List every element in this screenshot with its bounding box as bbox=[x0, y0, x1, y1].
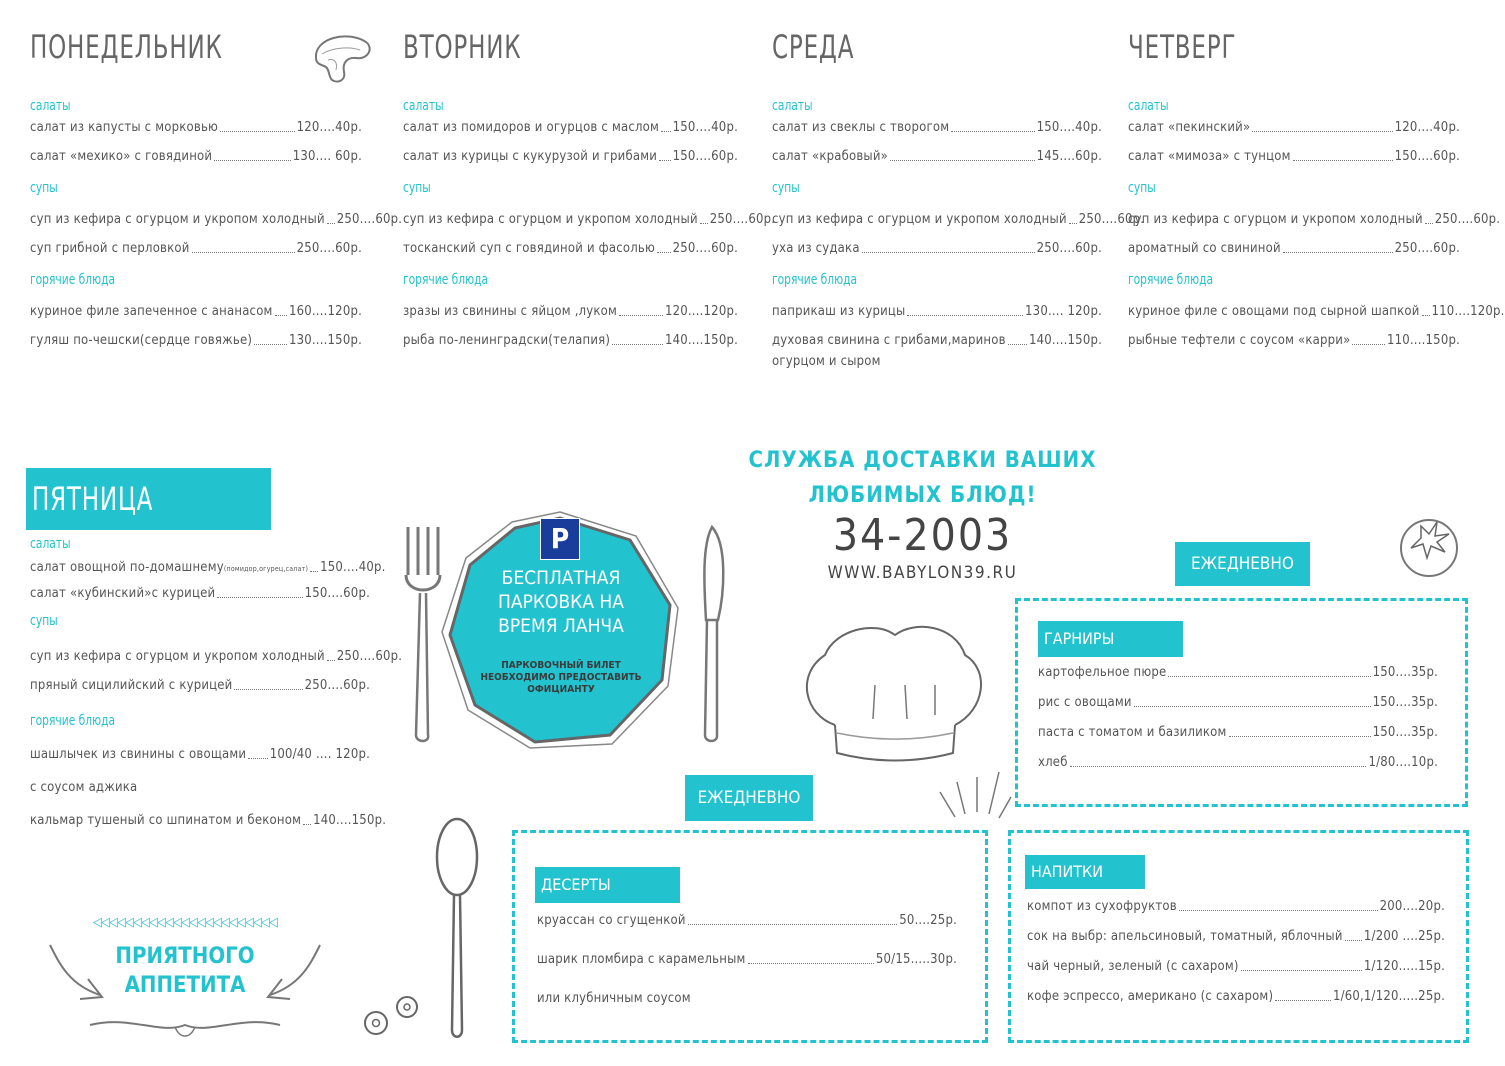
friday-salad-2 bbox=[30, 586, 370, 601]
day-column bbox=[1128, 28, 1505, 364]
menu-item bbox=[30, 241, 362, 256]
item-price: 140....150р. bbox=[1028, 333, 1102, 348]
item-price: 120....40р. bbox=[296, 120, 362, 135]
garnish-title: ГАРНИРЫ bbox=[1044, 629, 1115, 648]
category-label: супы bbox=[403, 180, 431, 196]
item-price: 150....35р. bbox=[1372, 725, 1438, 740]
appetite-line-2: АППЕТИТА bbox=[124, 973, 246, 998]
item-price: 250....60р. bbox=[304, 678, 370, 693]
friday-soups-label: супы bbox=[30, 613, 58, 629]
drink-item bbox=[1027, 899, 1445, 914]
item-price: 110....150р. bbox=[1386, 333, 1460, 348]
day-column bbox=[403, 28, 776, 364]
friday-title: ПЯТНИЦА bbox=[32, 480, 154, 518]
friday-salads-label: салаты bbox=[30, 536, 71, 552]
menu-item bbox=[30, 149, 362, 164]
dessert-item-extra: или клубничным соусом bbox=[537, 991, 691, 1006]
menu-item-extra: огурцом и сыром bbox=[772, 354, 881, 369]
drink-item bbox=[1027, 989, 1445, 1004]
item-name: салат «крабовый» bbox=[772, 149, 889, 164]
item-price: 150....60р. bbox=[304, 586, 370, 601]
item-name: картофельное пюре bbox=[1038, 665, 1167, 680]
item-price: 150....40р. bbox=[672, 120, 738, 135]
item-price: 150....60р. bbox=[672, 149, 738, 164]
delivery-site: WWW.BABYLON39.RU bbox=[827, 563, 1018, 583]
item-price: 1/200 ....25р. bbox=[1363, 929, 1445, 944]
item-name: салат из свеклы с творогом bbox=[772, 120, 950, 135]
drink-item bbox=[1027, 959, 1445, 974]
sparkle-ornament bbox=[935, 762, 1015, 827]
menu-item bbox=[30, 212, 403, 227]
item-name: пряный сицилийский с курицей bbox=[30, 678, 233, 693]
parking-title: БЕСПЛАТНАЯ ПАРКОВКА НА ВРЕМЯ ЛАНЧА bbox=[498, 567, 624, 637]
friday-salad-1 bbox=[30, 560, 386, 575]
menu-item bbox=[403, 149, 738, 164]
item-name: рыбные тефтели с соусом «карри» bbox=[1128, 333, 1351, 348]
parking-sign: P bbox=[540, 518, 580, 560]
item-name: куриное филе запеченное с ананасом bbox=[30, 304, 273, 319]
item-price: 250....60р. bbox=[709, 212, 776, 227]
menu-item bbox=[772, 304, 1102, 319]
menu-item bbox=[772, 241, 1102, 256]
desserts-title: ДЕСЕРТЫ bbox=[541, 875, 611, 894]
category-label: горячие блюда bbox=[403, 272, 489, 288]
menu-item bbox=[30, 120, 362, 135]
item-price: 100/40 .... 120р. bbox=[269, 747, 370, 762]
item-name: салат «мимоза» с тунцом bbox=[1128, 149, 1291, 164]
drinks-title-box bbox=[1025, 855, 1145, 889]
garnish-item bbox=[1038, 695, 1438, 710]
item-name: салат «кубинский»с курицей bbox=[30, 586, 216, 601]
item-price: 50/15.....30р. bbox=[875, 952, 957, 967]
menu-item bbox=[403, 120, 738, 135]
item-name: салат из помидоров и огурцов с маслом bbox=[403, 120, 660, 135]
item-price: 250....60р. bbox=[672, 241, 738, 256]
item-name: салат «пекинский» bbox=[1128, 120, 1251, 135]
item-price: 1/120.....15р. bbox=[1363, 959, 1445, 974]
garnish-item bbox=[1038, 665, 1438, 680]
item-price: 150....40р. bbox=[1036, 120, 1102, 135]
item-name: суп из кефира с огурцом и укропом холодный bbox=[1128, 212, 1423, 227]
daily-label-top: ЕЖЕДНЕВНО bbox=[1175, 542, 1310, 586]
garnish-title-box bbox=[1038, 621, 1183, 657]
delivery-line-2: ЛЮБИМЫХ БЛЮД! bbox=[808, 483, 1037, 508]
item-note: (помидор,огурец,салат) bbox=[223, 565, 309, 573]
category-label: горячие блюда bbox=[1128, 272, 1214, 288]
item-price: 150....35р. bbox=[1372, 665, 1438, 680]
item-name: суп из кефира с огурцом и укропом холодный bbox=[403, 212, 698, 227]
menu-item bbox=[1128, 333, 1460, 348]
category-label: салаты bbox=[403, 98, 444, 114]
item-price: 1/80....10р. bbox=[1368, 755, 1438, 770]
dessert-item bbox=[537, 913, 957, 928]
item-name: кальмар тушеный со шпинатом и беконом bbox=[30, 813, 302, 828]
friday-soup-2 bbox=[30, 678, 370, 693]
item-price: 140....150р. bbox=[313, 813, 387, 828]
item-price: 250....60р. bbox=[1394, 241, 1460, 256]
friday-hot-1 bbox=[30, 747, 370, 762]
day-title: СРЕДА bbox=[772, 28, 855, 66]
item-price: 110....120р. bbox=[1431, 304, 1505, 319]
daily-label-bottom: ЕЖЕДНЕВНО bbox=[685, 775, 813, 821]
category-label: салаты bbox=[30, 98, 71, 114]
friday-hot-1-extra bbox=[30, 780, 370, 795]
item-price: 250....60р. bbox=[296, 241, 362, 256]
category-label: супы bbox=[1128, 180, 1156, 196]
appetite-line-1: ПРИЯТНОГО bbox=[115, 944, 255, 969]
item-price: 50....25р. bbox=[899, 913, 957, 928]
category-label: супы bbox=[772, 180, 800, 196]
item-name: салат овощной по-домашнему bbox=[30, 560, 224, 575]
item-price: 145....60р. bbox=[1036, 149, 1102, 164]
menu-item bbox=[1128, 212, 1501, 227]
item-name: рыба по-ленинградски(телапия) bbox=[403, 333, 611, 348]
item-name: чай черный, зеленый (с сахаром) bbox=[1027, 959, 1239, 974]
item-price: 250....60р. bbox=[1434, 212, 1501, 227]
day-title: ВТОРНИК bbox=[403, 28, 522, 66]
category-label: салаты bbox=[1128, 98, 1169, 114]
menu-item bbox=[772, 120, 1102, 135]
item-name: салат из капусты с морковью bbox=[30, 120, 219, 135]
day-title: ПОНЕДЕЛЬНИК bbox=[30, 28, 223, 66]
item-name: паприкаш из курицы bbox=[772, 304, 906, 319]
drinks-frame bbox=[1008, 830, 1469, 1043]
menu-item bbox=[30, 333, 362, 348]
item-name: ароматный со свининой bbox=[1128, 241, 1281, 256]
dessert-item bbox=[537, 952, 957, 967]
item-price: 250....60р. bbox=[336, 212, 403, 227]
desserts-title-box bbox=[535, 867, 680, 903]
delivery-phone: 34-2003 bbox=[832, 510, 1013, 561]
chef-hat-icon bbox=[795, 615, 990, 765]
item-price: 160....120р. bbox=[288, 304, 362, 319]
spoon-icon bbox=[432, 815, 482, 1045]
menu-item bbox=[403, 212, 776, 227]
item-note: с соусом аджика bbox=[30, 780, 138, 795]
category-label: супы bbox=[30, 180, 58, 196]
appetite-arrows-ornament bbox=[40, 935, 330, 1045]
item-name: компот из сухофруктов bbox=[1027, 899, 1177, 914]
item-name: кофе эспрессо, американо (с сахаром) bbox=[1027, 989, 1274, 1004]
item-name: духовая свинина с грибами,маринов bbox=[772, 333, 1006, 348]
item-name: сок на выбр: апельсиновый, томатный, яблочный bbox=[1027, 929, 1343, 944]
category-label: салаты bbox=[772, 98, 813, 114]
item-name: уха из судака bbox=[772, 241, 860, 256]
desserts-frame bbox=[512, 830, 988, 1043]
item-name: шашлычек из свинины с овощами bbox=[30, 747, 247, 762]
item-name: салат из курицы с кукурузой и грибами bbox=[403, 149, 658, 164]
category-label: горячие блюда bbox=[30, 272, 116, 288]
item-price: 130.... 120р. bbox=[1025, 304, 1102, 319]
friday-title-box bbox=[26, 468, 271, 530]
item-name: круассан со сгущенкой bbox=[537, 913, 686, 928]
knife-icon bbox=[690, 525, 730, 745]
delivery-block bbox=[745, 448, 1100, 583]
garnish-item bbox=[1038, 725, 1438, 740]
item-name: суп грибной с перловкой bbox=[30, 241, 190, 256]
garnish-item bbox=[1038, 755, 1438, 770]
item-name: шарик пломбира с карамельным bbox=[537, 952, 746, 967]
item-price: 250....60р. bbox=[1036, 241, 1102, 256]
mushroom-icon bbox=[308, 28, 374, 86]
item-name: хлеб bbox=[1038, 755, 1068, 770]
item-name: суп из кефира с огурцом и укропом холодный bbox=[30, 649, 325, 664]
menu-item bbox=[1128, 149, 1460, 164]
garnish-frame bbox=[1015, 598, 1468, 807]
olives-icon bbox=[362, 995, 432, 1040]
friday-menu bbox=[30, 536, 403, 828]
menu-item bbox=[1128, 120, 1460, 135]
menu-item bbox=[403, 333, 738, 348]
item-price: 140....150р. bbox=[664, 333, 738, 348]
drink-item bbox=[1027, 929, 1445, 944]
item-name: суп из кефира с огурцом и укропом холодный bbox=[30, 212, 325, 227]
friday-hot-2 bbox=[30, 813, 387, 828]
item-price: 150....40р. bbox=[320, 560, 386, 575]
menu-item bbox=[1128, 241, 1460, 256]
item-price: 130.... 60р. bbox=[292, 149, 362, 164]
item-price: 150....35р. bbox=[1372, 695, 1438, 710]
tomato-icon bbox=[1393, 512, 1465, 580]
category-label: горячие блюда bbox=[772, 272, 858, 288]
friday-hot-label: горячие блюда bbox=[30, 713, 116, 729]
item-name: гуляш по-чешски(сердце говяжье) bbox=[30, 333, 253, 348]
item-price: 200....20р. bbox=[1379, 899, 1445, 914]
item-price: 250....60р. bbox=[336, 649, 403, 664]
menu-item bbox=[30, 304, 362, 319]
menu-item bbox=[403, 304, 738, 319]
item-name: тосканский суп с говядиной и фасолью bbox=[403, 241, 656, 256]
item-name: куриное филе с овощами под сырной шапкой bbox=[1128, 304, 1420, 319]
delivery-line-1: СЛУЖБА ДОСТАВКИ ВАШИХ bbox=[748, 448, 1097, 473]
friday-soup-1 bbox=[30, 649, 403, 664]
item-price: 120....40р. bbox=[1394, 120, 1460, 135]
day-column bbox=[772, 28, 1145, 379]
item-name: салат «мехико» с говядиной bbox=[30, 149, 213, 164]
item-price: 1/60,1/120.....25р. bbox=[1332, 989, 1445, 1004]
item-name: суп из кефира с огурцом и укропом холодный bbox=[772, 212, 1067, 227]
menu-item bbox=[772, 333, 1102, 348]
day-title: ЧЕТВЕРГ bbox=[1128, 28, 1237, 66]
item-name: паста с томатом и базиликом bbox=[1038, 725, 1227, 740]
item-price: 120....120р. bbox=[664, 304, 738, 319]
parking-note: ПАРКОВОЧНЫЙ БИЛЕТ НЕОБХОДИМО ПРЕДОСТАВИТЬ ОФИЦИАНТУ bbox=[480, 660, 642, 695]
menu-item bbox=[772, 149, 1102, 164]
item-price: 130....150р. bbox=[288, 333, 362, 348]
item-price: 250....60р. bbox=[1078, 212, 1145, 227]
menu-item bbox=[403, 241, 738, 256]
drinks-title: НАПИТКИ bbox=[1031, 862, 1104, 881]
menu-item bbox=[1128, 304, 1505, 319]
appetite-border: ◁◁◁◁◁◁◁◁◁◁◁◁◁◁◁◁◁◁◁◁◁◁◁ bbox=[93, 915, 277, 930]
item-name: рис с овощами bbox=[1038, 695, 1132, 710]
menu-item bbox=[772, 212, 1145, 227]
item-name: зразы из свинины с яйцом ,луком bbox=[403, 304, 618, 319]
item-price: 150....60р. bbox=[1394, 149, 1460, 164]
